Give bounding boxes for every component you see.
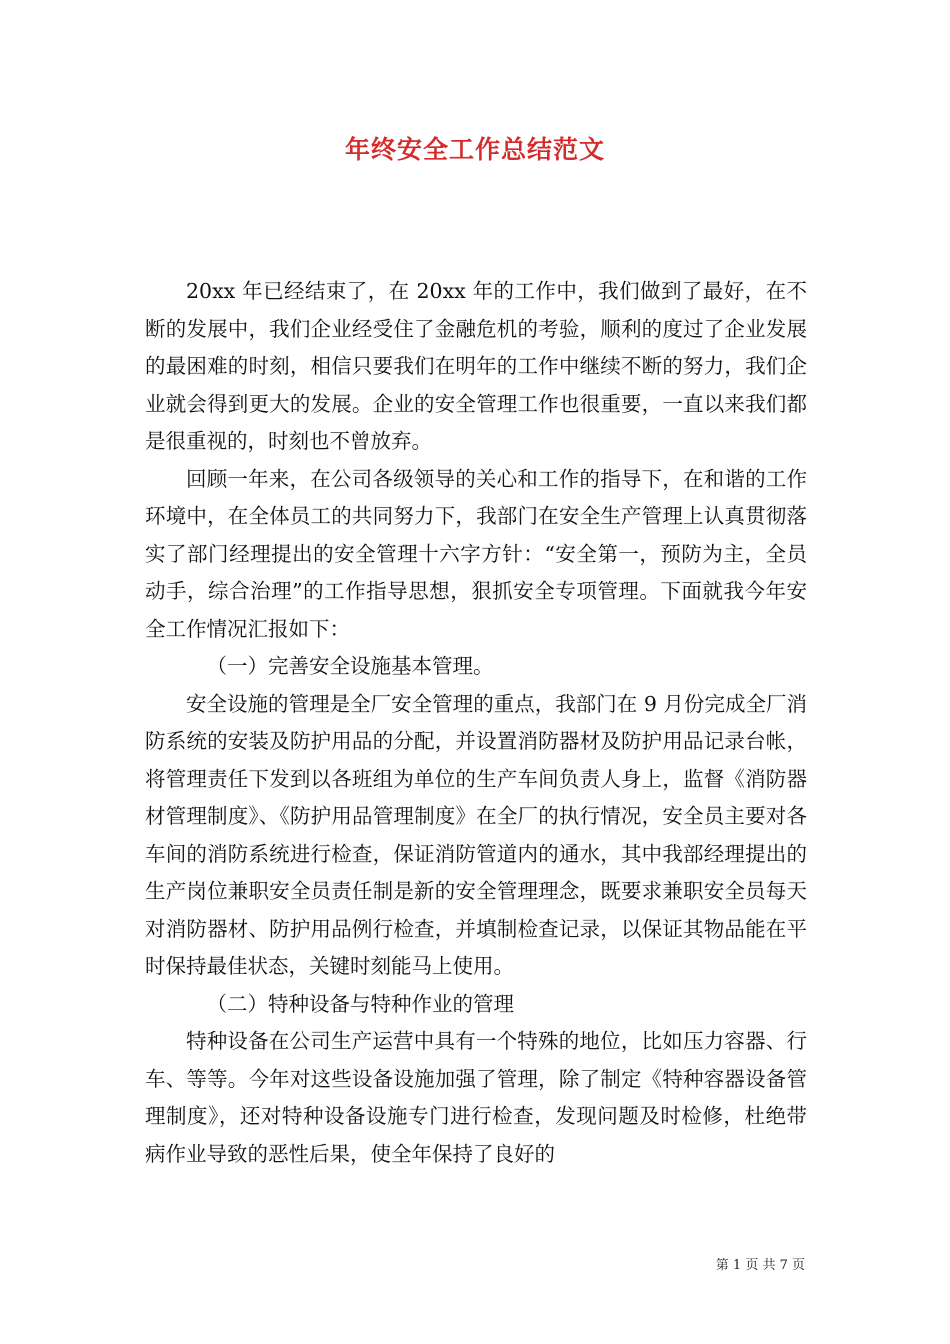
- section-heading-2: （二）特种设备与特种作业的管理: [206, 991, 514, 1016]
- document-body: [145, 273, 807, 1173]
- paragraph-intro: 20xx 年已经结束了，在 20xx 年的工作中，我们做到了最好，在不断的发展中，我们企业经受住了金融危机的考验，顺利的度过了企业发展的最困难的时刻，相信只要我们在明年的工作中继续不断的努力，我们企业就会得到更大的发展。企业的安全管理工作也很重要，一直以来我们都是很重视的，时刻也不曾放弃。: [145, 279, 807, 453]
- paragraph-safety-facilities: 安全设施的管理是全厂安全管理的重点，我部门在 9 月份完成全厂消防系统的安装及防护用品的分配，并设置消防器材及防护用品记录台帐，将管理责任下发到以各班组为单位的生产车间负责人身上，监督《消防器材管理制度》、《防护用品管理制度》在全厂的执行情况，安全员主要对各车间的消防系统进行检查，保证消防管道内的通水，其中我部经理提出的生产岗位兼职安全员责任制是新的安全管理理念，既要求兼职安全员每天对消防器材、防护用品例行检查，并填制检查记录，以保证其物品能在平时保持最佳状态，关键时刻能马上使用。: [145, 691, 807, 978]
- paragraph-review: 回顾一年来，在公司各级领导的关心和工作的指导下，在和谐的工作环境中，在全体员工的共同努力下，我部门在安全生产管理上认真贯彻落实了部门经理提出的安全管理十六字方针：“安全第一，预防为主，全员动手，综合治理”的工作指导思想，狠抓安全专项管理。下面就我今年安全工作情况汇报如下：: [145, 466, 807, 641]
- page-number: 第 1 页 共 7 页: [715, 1258, 805, 1273]
- page-title: 年终安全工作总结范文: [344, 135, 605, 164]
- paragraph-special-equipment: 特种设备在公司生产运营中具有一个特殊的地位，比如压力容器、行车、等等。今年对这些设备设施加强了管理，除了制定《特种容器设备管理制度》，还对特种设备设施专门进行检查，发现问题及时检修，杜绝带病作业导致的恶性后果，使全年保持了良好的: [145, 1029, 807, 1166]
- section-heading-1: （一）完善安全设施基本管理。: [206, 654, 494, 678]
